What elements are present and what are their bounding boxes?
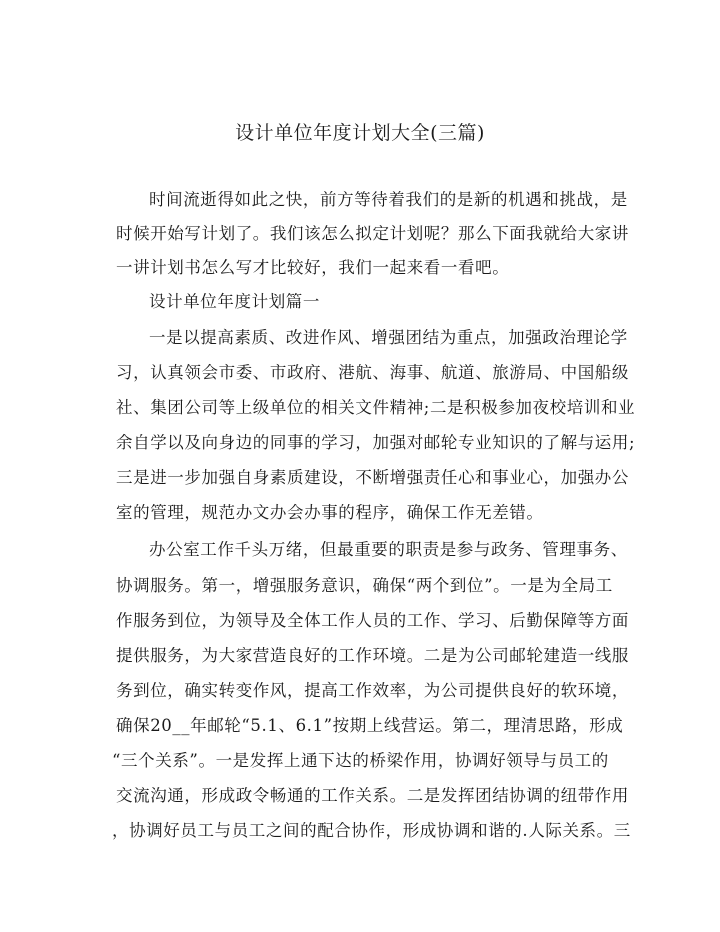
paragraph-line: 一讲计划书怎么写才比较好，我们一起来看一看吧。 bbox=[116, 258, 510, 277]
paragraph-line: 室的管理，规范办文办会办事的程序，确保工作无差错。 bbox=[116, 503, 544, 522]
paragraph-line: 提供服务，为大家营造良好的工作环境。二是为公司邮轮建造一线服 bbox=[116, 646, 629, 665]
paragraph-line: 协调服务。第一，增强服务意识，确保“两个到位”。一是为全局工 bbox=[116, 576, 613, 595]
paragraph-line: 一是以提高素质、改进作风、增强团结为重点，加强政治理论学 bbox=[149, 328, 628, 347]
paragraph-line: 时候开始写计划了。我们该怎么拟定计划呢？那么下面我就给大家讲 bbox=[116, 224, 629, 243]
paragraph-line: 习，认真领会市委、市政府、港航、海事、航道、旅游局、中国船级 bbox=[116, 363, 629, 382]
paragraph-line: “三个关系”。一是发挥上通下达的桥梁作用，协调好领导与员工的 bbox=[112, 751, 609, 770]
paragraph-line: 社、集团公司等上级单位的相关文件精神;二是积极参加夜校培训和业 bbox=[116, 398, 636, 417]
paragraph-line: 交流沟通，形成政令畅通的工作关系。二是发挥团结协调的纽带作用 bbox=[116, 786, 629, 805]
paragraph-line: ，协调好员工与员工之间的配合协作，形成协调和谐的.人际关系。三 bbox=[112, 821, 631, 840]
section-heading: 设计单位年度计划篇一 bbox=[149, 292, 320, 311]
paragraph-line: 三是进一步加强自身素质建设，不断增强责任心和事业心，加强办公 bbox=[116, 468, 629, 487]
paragraph-line: 务到位，确实转变作风，提高工作效率，为公司提供良好的软环境， bbox=[116, 681, 629, 700]
paragraph-line: 时间流逝得如此之快，前方等待着我们的是新的机遇和挑战，是 bbox=[149, 190, 628, 209]
paragraph-line: 办公室工作千头万绪，但最重要的职责是参与政务、管理事务、 bbox=[149, 540, 628, 559]
paragraph-line: 余自学以及向身边的同事的学习，加强对邮轮专业知识的了解与运用; bbox=[116, 433, 636, 452]
paragraph-line: 确保20__年邮轮“5.1、6.1”按期上线营运。第二，理清思路，形成 bbox=[116, 716, 624, 735]
paragraph-line: 作服务到位，为领导及全体工作人员的工作、学习、后勤保障等方面 bbox=[116, 611, 629, 630]
document-title: 设计单位年度计划大全(三篇) bbox=[235, 122, 485, 144]
